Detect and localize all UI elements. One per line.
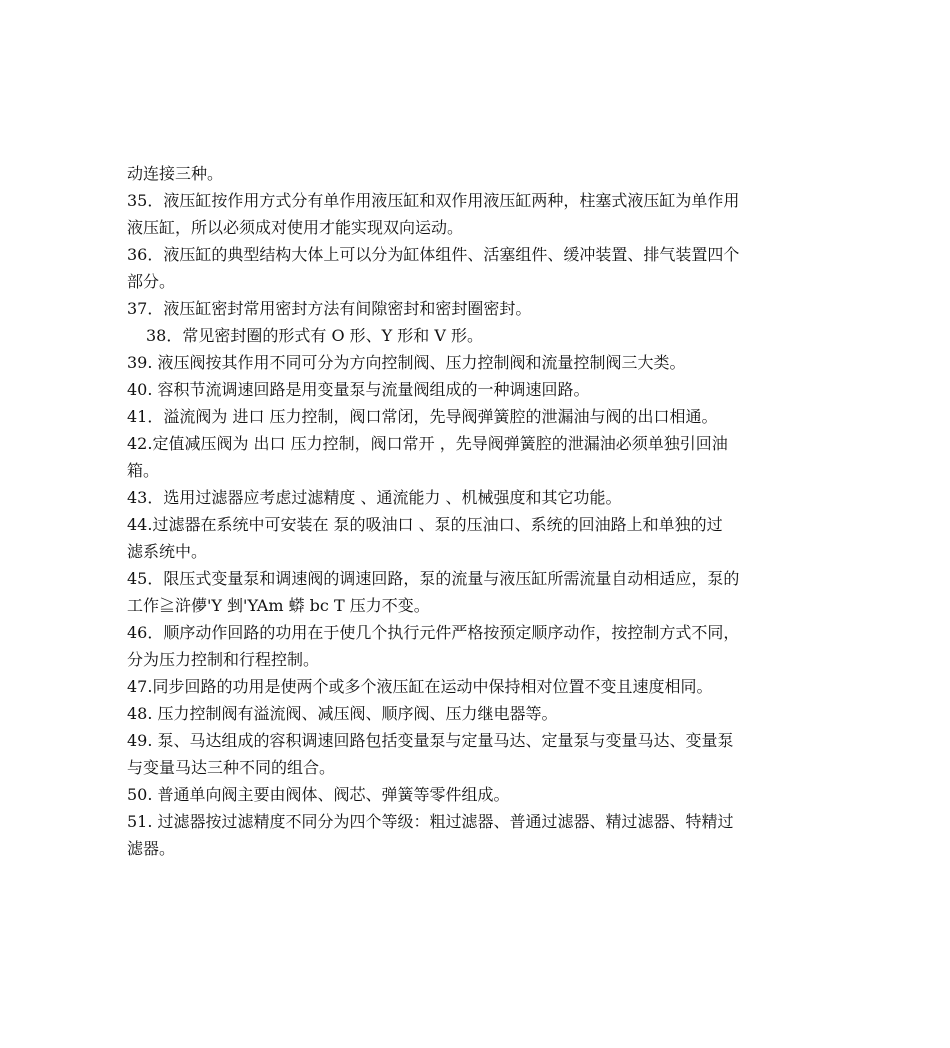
text-line: 43．选用过滤器应考虑过滤精度 、通流能力 、机械强度和其它功能。 — [127, 488, 622, 507]
text-line: 分为压力控制和行程控制。 — [127, 650, 320, 669]
text-line: 动连接三种。 — [127, 164, 224, 183]
text-line: 49. 泵、马达组成的容积调速回路包括变量泵与定量马达、定量泵与变量马达、变量泵 — [127, 731, 734, 750]
text-line: 38．常见密封圈的形式有 O 形、Y 形和 V 形。 — [146, 326, 484, 345]
text-line: 46．顺序动作回路的功用在于使几个执行元件严格按预定顺序动作，按控制方式不同， — [127, 623, 740, 642]
text-line: 44.过滤器在系统中可安装在 泵的吸油口 、泵的压油口、系统的回油路上和单独的过 — [127, 515, 723, 534]
text-line: 箱。 — [127, 461, 160, 480]
text-line: 滤器。 — [127, 839, 176, 858]
text-line: 48. 压力控制阀有溢流阀、减压阀、顺序阀、压力继电器等。 — [127, 704, 558, 723]
text-line: 滤系统中。 — [127, 542, 208, 561]
document-page — [127, 160, 827, 862]
text-line: 部分。 — [127, 272, 176, 291]
text-line: 35．液压缸按作用方式分有单作用液压缸和双作用液压缸两种，柱塞式液压缸为单作用 — [127, 191, 740, 210]
text-line: 36．液压缸的典型结构大体上可以分为缸体组件、活塞组件、缓冲装置、排气装置四个 — [127, 245, 740, 264]
text-line: 51. 过滤器按过滤精度不同分为四个等级：粗过滤器、普通过滤器、精过滤器、特精过 — [127, 812, 734, 831]
text-line: 42.定值减压阀为 出口 压力控制，阀口常开 ，先导阀弹簧腔的泄漏油必须单独引回油 — [127, 434, 728, 453]
text-line: 39. 液压阀按其作用不同可分为方向控制阀、压力控制阀和流量控制阀三大类。 — [127, 353, 686, 372]
text-line: 47.同步回路的功用是使两个或多个液压缸在运动中保持相对位置不变且速度相同。 — [127, 677, 713, 696]
text-line: 37．液压缸密封常用密封方法有间隙密封和密封圈密封。 — [127, 299, 532, 318]
text-line: 与变量马达三种不同的组合。 — [127, 758, 336, 777]
text-line: 工作≧浒儚'Y 剉'YAm 蟒 bc T 压力不变。 — [127, 596, 430, 615]
text-line: 41．溢流阀为 进口 压力控制，阀口常闭，先导阀弹簧腔的泄漏油与阀的出口相通。 — [127, 407, 718, 426]
text-line: 50. 普通单向阀主要由阀体、阀芯、弹簧等零件组成。 — [127, 785, 510, 804]
text-line: 40. 容积节流调速回路是用变量泵与流量阀组成的一种调速回路。 — [127, 380, 590, 399]
text-line: 液压缸，所以必须成对使用才能实现双向运动。 — [127, 218, 464, 237]
text-line: 45．限压式变量泵和调速阀的调速回路，泵的流量与液压缸所需流量自动相适应，泵的 — [127, 569, 740, 588]
